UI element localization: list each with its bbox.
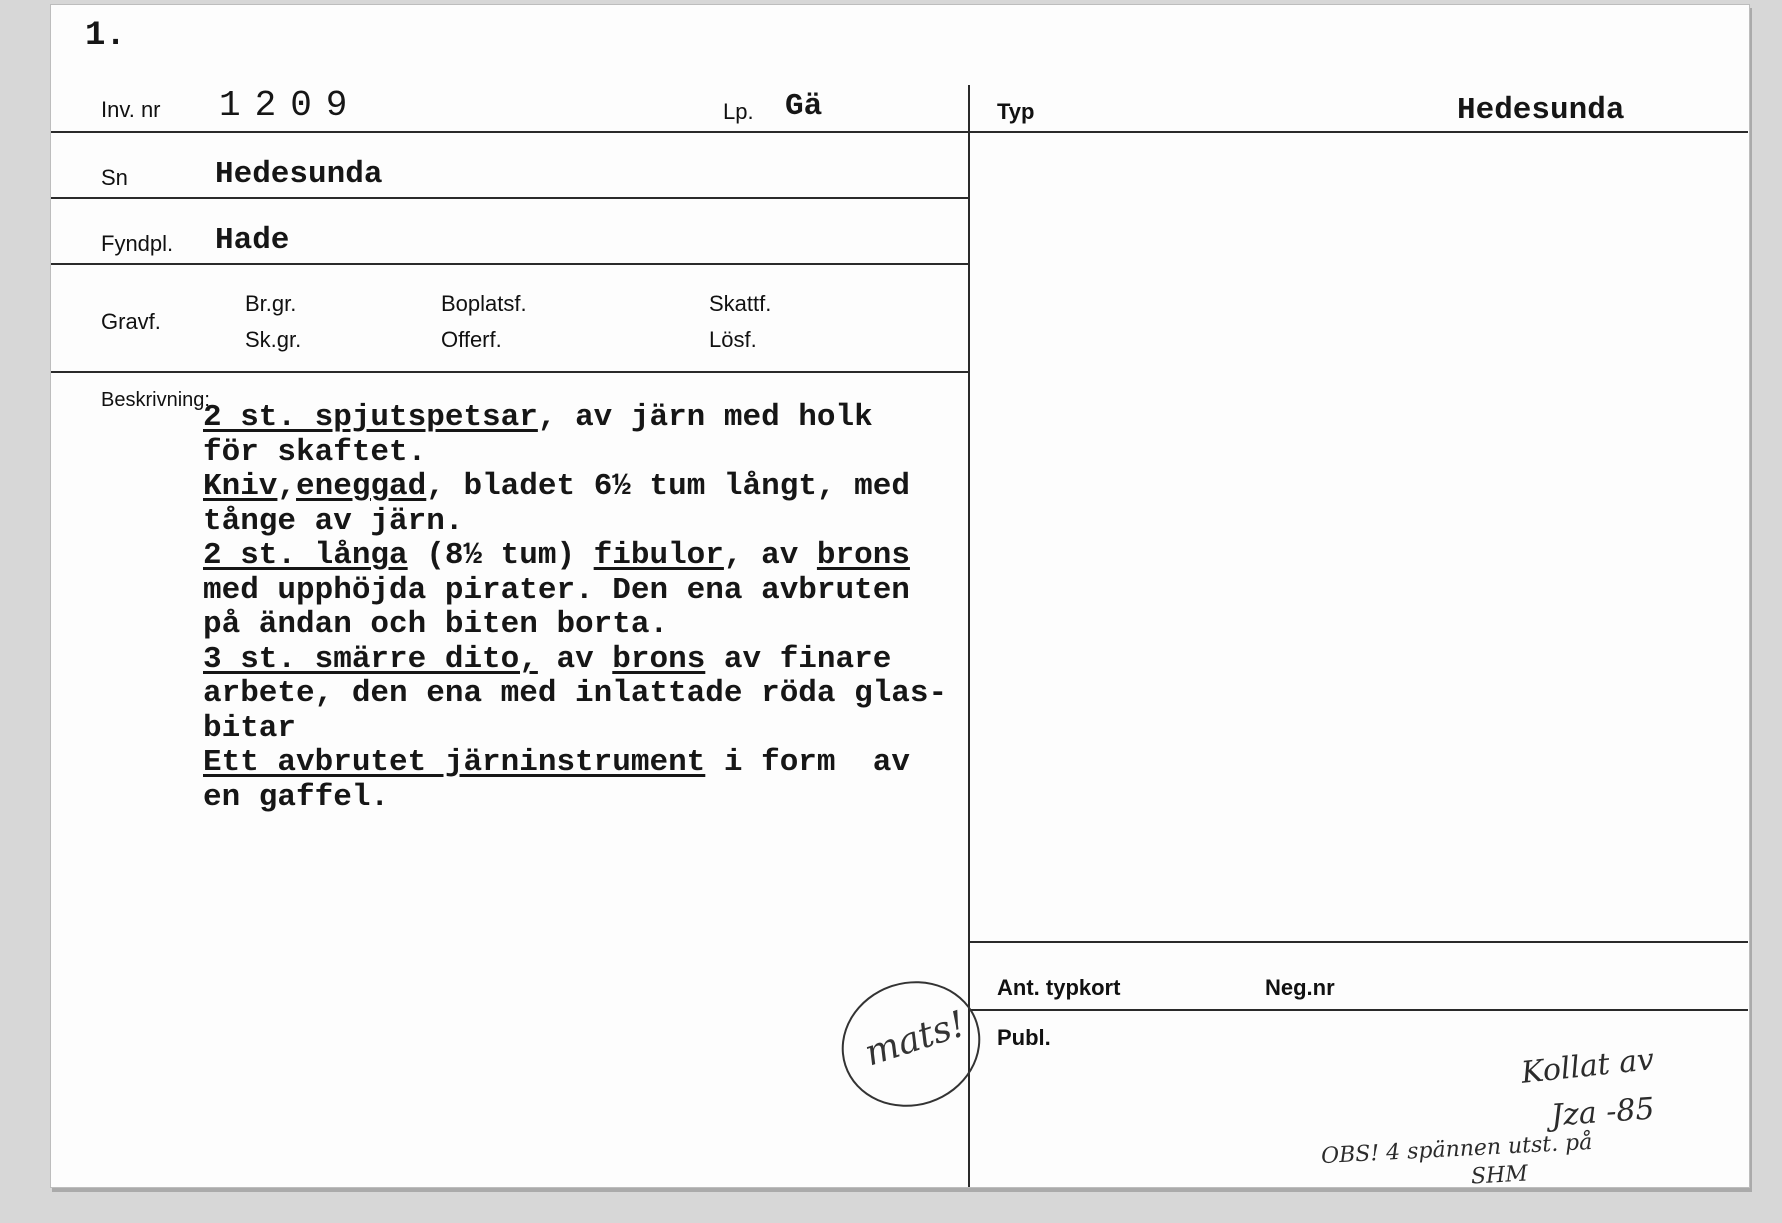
rule-gravf: [51, 371, 968, 373]
description-segment: av finare: [705, 641, 892, 677]
sn-value: Hedesunda: [215, 157, 383, 192]
description-line: [203, 643, 1063, 678]
rule-fyndpl: [51, 263, 968, 265]
description-line: [203, 436, 1063, 471]
handwritten-note-1: Kollat av: [1519, 1042, 1656, 1091]
description-segment: en gaffel.: [203, 779, 390, 815]
description-line: [203, 574, 1063, 609]
description-segment: för skaftet.: [203, 434, 427, 470]
description-line: [203, 677, 1063, 712]
rule-ant: [970, 1009, 1748, 1011]
handwritten-note-4: SHM: [1470, 1161, 1529, 1190]
neg-nr-label: Neg.nr: [1265, 975, 1335, 1000]
fyndpl-value: Hade: [215, 223, 290, 258]
description-segment: , av: [723, 538, 817, 573]
description-segment: bitar: [203, 710, 297, 746]
catalog-card: [50, 4, 1750, 1188]
underlined-term: brons: [612, 641, 706, 677]
lp-label: Lp.: [723, 99, 754, 124]
description-segment: arbete, den ena med inlattade röda glas-: [203, 676, 948, 711]
lp-value: Gä: [785, 89, 823, 124]
losf-label: Lösf.: [709, 327, 757, 352]
description-segment: (8½ tum): [407, 538, 594, 573]
publ-label: Publ.: [997, 1025, 1051, 1050]
rule-header: [51, 131, 968, 133]
underlined-term: Kniv: [203, 469, 278, 504]
underlined-term: 2 st. spjutspetsar: [203, 400, 538, 435]
typ-label: Typ: [997, 99, 1035, 124]
description-line: [203, 746, 1063, 781]
description-segment: i form av: [705, 745, 910, 780]
description-segment: , av järn med holk: [537, 400, 873, 435]
gravf-label: Gravf.: [101, 309, 161, 334]
card-number: 1.: [85, 17, 126, 55]
typ-value: Hedesunda: [1457, 93, 1625, 128]
underlined-term: 3 st. smärre dito,: [203, 641, 538, 677]
description-line: [203, 470, 1063, 505]
description-segment: ,: [277, 469, 297, 504]
underlined-term: 2 st. långa: [203, 538, 408, 573]
rule-typ: [970, 131, 1748, 133]
underlined-term: Ett avbrutet järninstrument: [203, 745, 706, 780]
underlined-term: eneggad: [296, 469, 427, 504]
description-text: [203, 401, 1063, 815]
description-line: [203, 712, 1063, 747]
description-segment: av: [537, 641, 613, 677]
description-segment: , bladet 6½ tum långt, med: [426, 469, 910, 504]
stamp-circle: [825, 963, 996, 1124]
br-gr-label: Br.gr.: [245, 291, 297, 316]
stamp-text: mats!: [859, 1003, 971, 1075]
description-line: [203, 781, 1063, 816]
underlined-term: brons: [816, 538, 910, 573]
description-line: [203, 505, 1063, 540]
beskrivning-label: Beskrivning:: [101, 389, 210, 411]
sn-label: Sn: [101, 165, 128, 190]
rule-sn: [51, 197, 968, 199]
boplatsf-label: Boplatsf.: [441, 291, 527, 316]
inv-nr-value: 1209: [219, 85, 362, 126]
handwritten-note-2: Jza -85: [1549, 1091, 1656, 1134]
handwritten-note-3: OBS! 4 spännen utst. på: [1320, 1129, 1593, 1170]
description-line: [203, 608, 1063, 643]
underlined-term: fibulor: [593, 538, 724, 573]
description-line: [203, 401, 1063, 436]
description-segment: med upphöjda pirater. Den ena avbruten: [203, 572, 910, 608]
offerf-label: Offerf.: [441, 327, 502, 352]
sk-gr-label: Sk.gr.: [245, 327, 302, 352]
fyndpl-label: Fyndpl.: [101, 231, 174, 256]
ant-typkort-label: Ant. typkort: [997, 975, 1121, 1000]
description-segment: på ändan och biten borta.: [203, 607, 669, 642]
skattf-label: Skattf.: [709, 291, 772, 316]
inv-nr-label: Inv. nr: [101, 97, 161, 122]
rule-typ-bottom: [970, 941, 1748, 943]
description-line: [203, 539, 1063, 574]
description-segment: tånge av järn.: [203, 503, 464, 539]
